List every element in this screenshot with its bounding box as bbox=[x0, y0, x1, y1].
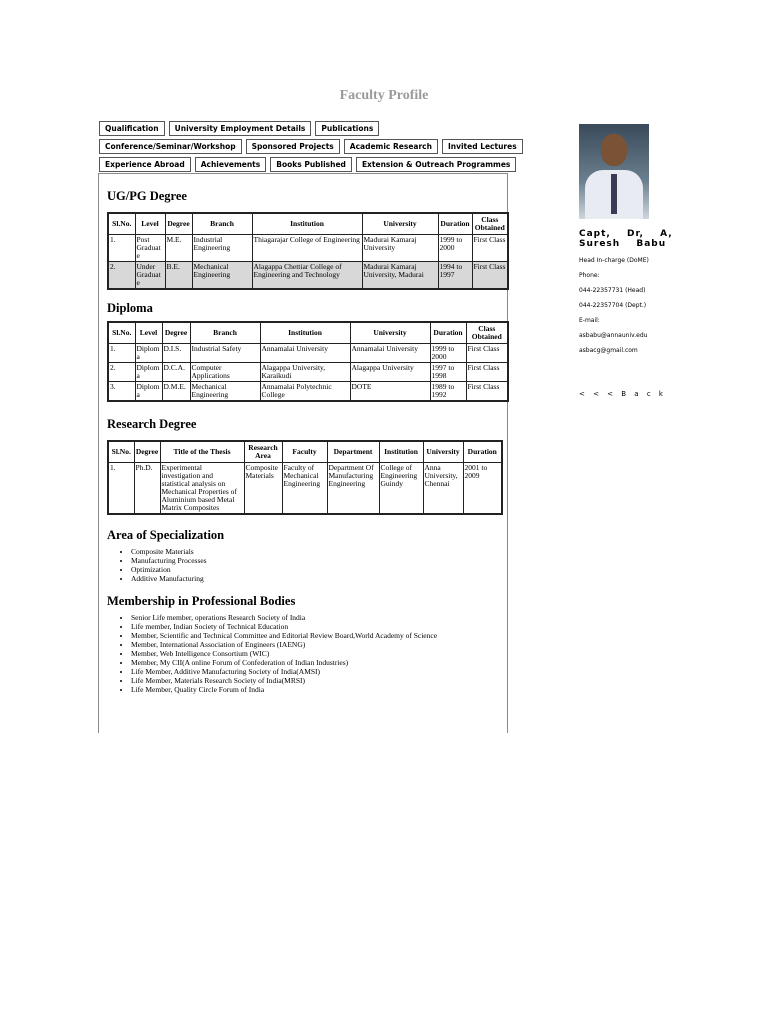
table-cell: 1997 to 1998 bbox=[430, 363, 466, 382]
profile-content bbox=[98, 173, 508, 733]
table-header-row bbox=[108, 441, 502, 463]
list-item: • Optimization bbox=[131, 565, 499, 574]
phone-head: 044-22357731 (Head) bbox=[579, 287, 646, 294]
column-header: University bbox=[362, 213, 438, 235]
column-header: Level bbox=[135, 322, 162, 344]
list-item: • Composite Materials bbox=[131, 547, 499, 556]
table-cell: B.E. bbox=[165, 262, 192, 290]
table-cell: Diploma bbox=[135, 344, 162, 363]
table-cell: First Class bbox=[466, 382, 508, 402]
table-cell: First Class bbox=[472, 235, 508, 262]
tab-experience-abroad[interactable]: Experience Abroad bbox=[99, 157, 191, 172]
table-cell: Diploma bbox=[135, 363, 162, 382]
tab-row bbox=[99, 121, 529, 136]
list-item: • Manufacturing Processes bbox=[131, 556, 499, 565]
table-cell: Mechanical Engineering bbox=[190, 382, 260, 402]
table-cell: Mechanical Engineering bbox=[192, 262, 252, 290]
section-heading-specialization: Area of Specialization bbox=[107, 528, 225, 542]
table-cell: 3. bbox=[108, 382, 135, 402]
table-cell: D.M.E. bbox=[162, 382, 190, 402]
table-cell: 1. bbox=[108, 344, 135, 363]
column-header: Class Obtained bbox=[466, 322, 508, 344]
table-cell: Industrial Safety bbox=[190, 344, 260, 363]
column-header: Sl.No. bbox=[108, 322, 135, 344]
table-cell: 2. bbox=[108, 262, 135, 290]
tab-achievements[interactable]: Achievements bbox=[195, 157, 267, 172]
table-cell: First Class bbox=[466, 363, 508, 382]
table-cell: Industrial Engineering bbox=[192, 235, 252, 262]
table-header-row bbox=[108, 213, 508, 235]
list-item: • Additive Manufacturing bbox=[131, 574, 499, 583]
table-cell: Computer Applications bbox=[190, 363, 260, 382]
table-cell: Annamalai Polytechnic College bbox=[260, 382, 350, 402]
column-header: Degree bbox=[134, 441, 160, 463]
table-cell: Alagappa Chettiar College of Engineering and Technology bbox=[252, 262, 362, 290]
table-row bbox=[108, 363, 508, 382]
list-item: • Member, International Association of Engineers (IAENG) bbox=[131, 640, 499, 649]
table-cell: Annamalai University bbox=[260, 344, 350, 363]
table-cell: Alagappa University, Karaikudi bbox=[260, 363, 350, 382]
tab-bar bbox=[99, 121, 529, 175]
diploma-table bbox=[107, 321, 509, 402]
table-cell: Post Graduate bbox=[135, 235, 165, 262]
table-cell: 2. bbox=[108, 363, 135, 382]
table-cell: 1989 to 1992 bbox=[430, 382, 466, 402]
tab-row bbox=[99, 157, 529, 172]
tab-books-published[interactable]: Books Published bbox=[270, 157, 352, 172]
table-cell: 1999 to 2000 bbox=[430, 344, 466, 363]
list-item: • Senior Life member, operations Research Society of India bbox=[131, 613, 499, 622]
profile-sidebar bbox=[579, 124, 719, 398]
column-header: University bbox=[423, 441, 463, 463]
profile-photo bbox=[579, 124, 649, 219]
table-cell: 1. bbox=[108, 235, 135, 262]
email-label: E-mail: bbox=[579, 317, 600, 324]
table-row bbox=[108, 344, 508, 363]
section-heading-diploma: Diploma bbox=[107, 301, 153, 315]
email-secondary[interactable]: asbacg@gmail.com bbox=[579, 347, 638, 354]
column-header: Degree bbox=[165, 213, 192, 235]
tab-invited-lectures[interactable]: Invited Lectures bbox=[442, 139, 523, 154]
email-primary[interactable]: asbabu@annauniv.edu bbox=[579, 332, 648, 339]
column-header: Duration bbox=[430, 322, 466, 344]
column-header: Duration bbox=[438, 213, 472, 235]
membership-list bbox=[107, 613, 499, 694]
page-title: Faculty Profile bbox=[339, 88, 429, 103]
column-header: Class Obtained bbox=[472, 213, 508, 235]
tab-university-employment-details[interactable]: University Employment Details bbox=[169, 121, 312, 136]
table-row bbox=[108, 262, 508, 290]
table-cell: DOTE bbox=[350, 382, 430, 402]
column-header: Faculty bbox=[282, 441, 327, 463]
specialization-list bbox=[107, 547, 499, 583]
table-cell: Composite Materials bbox=[244, 463, 282, 515]
table-cell: First Class bbox=[466, 344, 508, 363]
section-heading-membership: Membership in Professional Bodies bbox=[107, 594, 296, 608]
column-header: Title of the Thesis bbox=[160, 441, 244, 463]
table-cell: Under Graduate bbox=[135, 262, 165, 290]
tab-sponsored-projects[interactable]: Sponsored Projects bbox=[246, 139, 340, 154]
tab-conference-seminar-workshop[interactable]: Conference/Seminar/Workshop bbox=[99, 139, 242, 154]
table-cell: 1. bbox=[108, 463, 134, 515]
list-item: • Life Member, Materials Research Society of India(MRSI) bbox=[131, 676, 499, 685]
table-header-row bbox=[108, 322, 508, 344]
research-table bbox=[107, 440, 503, 515]
list-item: • Life Member, Quality Circle Forum of India bbox=[131, 685, 499, 694]
column-header: Branch bbox=[192, 213, 252, 235]
table-row bbox=[108, 235, 508, 262]
phone-dept: 044-22357704 (Dept.) bbox=[579, 302, 647, 309]
tab-extension-outreach-programmes[interactable]: Extension & Outreach Programmes bbox=[356, 157, 516, 172]
table-cell: 2001 to 2009 bbox=[463, 463, 502, 515]
column-header: Institution bbox=[260, 322, 350, 344]
table-cell: M.E. bbox=[165, 235, 192, 262]
list-item: • Member, Web Intelligence Consortium (WIC) bbox=[131, 649, 499, 658]
table-cell: 1999 to 2000 bbox=[438, 235, 472, 262]
column-header: University bbox=[350, 322, 430, 344]
table-cell: 1994 to 1997 bbox=[438, 262, 472, 290]
column-header: Institution bbox=[379, 441, 423, 463]
table-cell: D.C.A. bbox=[162, 363, 190, 382]
table-cell: Annamalai University bbox=[350, 344, 430, 363]
phone-label: Phone: bbox=[579, 272, 600, 279]
table-cell: Madurai Kamaraj University bbox=[362, 235, 438, 262]
tab-academic-research[interactable]: Academic Research bbox=[344, 139, 438, 154]
column-header: Branch bbox=[190, 322, 260, 344]
ugpg-table bbox=[107, 212, 509, 290]
list-item: • Member, My CII(A online Forum of Confederation of Indian Industries) bbox=[131, 658, 499, 667]
table-cell: Experimental investigation and statistical analysis on Mechanical Properties of Aluminium based Metal Matrix Composites bbox=[160, 463, 244, 515]
table-row bbox=[108, 382, 508, 402]
table-cell: First Class bbox=[472, 262, 508, 290]
column-header: Degree bbox=[162, 322, 190, 344]
column-header: Research Area bbox=[244, 441, 282, 463]
table-cell: Anna University, Chennai bbox=[423, 463, 463, 515]
table-cell: Madurai Kamaraj University, Madurai bbox=[362, 262, 438, 290]
list-item: • Member, Scientific and Technical Committee and Editorial Review Board,World Academy of Science bbox=[131, 631, 499, 640]
list-item: • Life member, Indian Society of Technical Education bbox=[131, 622, 499, 631]
table-cell: Thiagarajar College of Engineering bbox=[252, 235, 362, 262]
column-header: Level bbox=[135, 213, 165, 235]
section-heading-research: Research Degree bbox=[107, 417, 197, 431]
back-link[interactable]: < < < B a c k bbox=[579, 390, 666, 398]
tab-qualification[interactable]: Qualification bbox=[99, 121, 165, 136]
table-cell: Faculty of Mechanical Engineering bbox=[282, 463, 327, 515]
table-cell: College of Engineering Guindy bbox=[379, 463, 423, 515]
column-header: Duration bbox=[463, 441, 502, 463]
faculty-role: Head In-charge (DoME) bbox=[579, 257, 649, 264]
column-header: Institution bbox=[252, 213, 362, 235]
column-header: Department bbox=[327, 441, 379, 463]
table-cell: Diploma bbox=[135, 382, 162, 402]
table-cell: D.I.S. bbox=[162, 344, 190, 363]
tab-publications[interactable]: Publications bbox=[315, 121, 379, 136]
section-heading-ugpg: UG/PG Degree bbox=[107, 189, 187, 203]
list-item: • Life Member, Additive Manufacturing Society of India(AMSI) bbox=[131, 667, 499, 676]
table-cell: Department Of Manufacturing Engineering bbox=[327, 463, 379, 515]
table-row bbox=[108, 463, 502, 515]
column-header: Sl.No. bbox=[108, 213, 135, 235]
faculty-name: Capt, Dr, A, Suresh Babu bbox=[579, 229, 673, 249]
column-header: Sl.No. bbox=[108, 441, 134, 463]
tab-row bbox=[99, 139, 529, 154]
table-cell: Alagappa University bbox=[350, 363, 430, 382]
table-cell: Ph.D. bbox=[134, 463, 160, 515]
